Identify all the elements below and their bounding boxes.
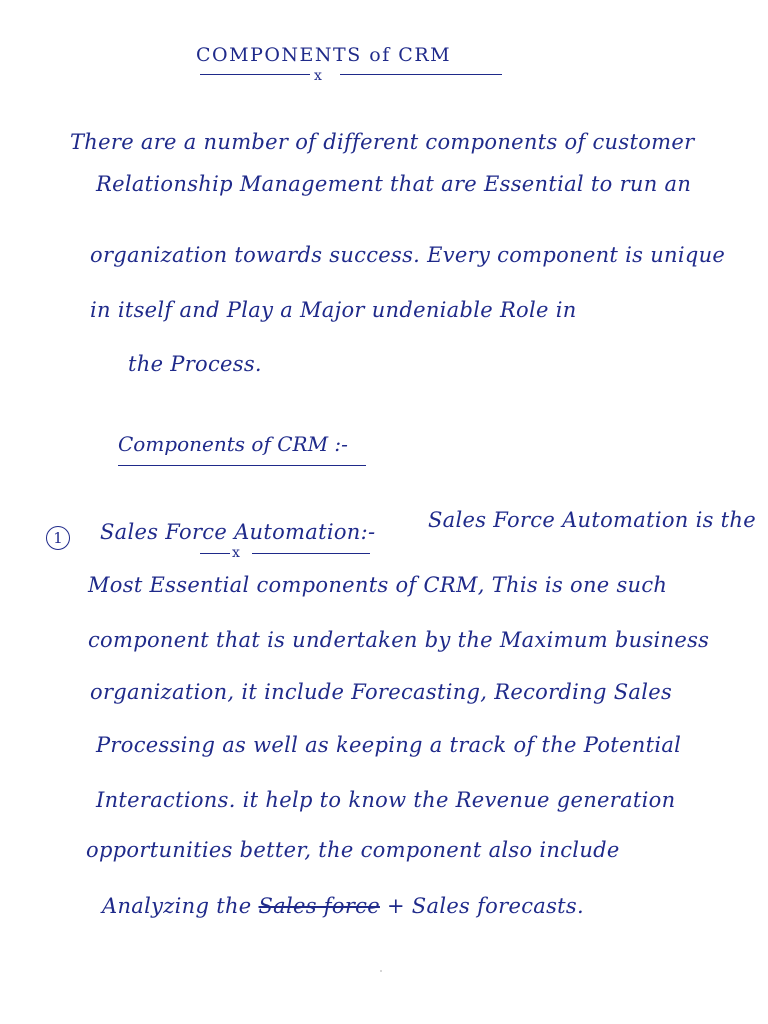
last-line-end: + Sales forecasts.: [386, 894, 584, 918]
item-line-6: Interactions. it help to know the Revenue generation: [96, 788, 676, 812]
item-underline-cross-mark: x: [232, 545, 240, 561]
intro-line-5: the Process.: [128, 352, 262, 376]
intro-line-3: organization towards success. Every component is unique: [90, 243, 726, 267]
intro-line-2: Relationship Management that are Essential to run an: [96, 172, 692, 196]
item-line-2: Most Essential components of CRM, This is one such: [88, 573, 668, 597]
item-line-first: Sales Force Automation is the: [428, 508, 756, 532]
page-title: COMPONENTS of CRM: [196, 44, 452, 66]
item-line-7: opportunities better, the component also include: [86, 838, 620, 862]
item-title: Sales Force Automation:-: [100, 520, 376, 544]
intro-line-1: There are a number of different components of customer: [70, 130, 695, 154]
item-line-5: Processing as well as keeping a track of the Potential: [96, 733, 682, 757]
item-number-circle: 1: [46, 526, 70, 550]
item-line-3: component that is undertaken by the Maximum business: [88, 628, 710, 652]
item-title-underline-right: [252, 553, 370, 554]
section-heading: Components of CRM :-: [118, 432, 348, 456]
item-line-4: organization, it include Forecasting, Recording Sales: [90, 680, 673, 704]
paper-speck: [380, 970, 382, 972]
intro-line-4: in itself and Play a Major undeniable Role in: [90, 298, 577, 322]
last-line-start: Analyzing the: [102, 894, 252, 918]
title-underline-left: [200, 74, 310, 75]
underline-cross-mark: x: [314, 68, 322, 84]
section-heading-underline: [118, 465, 366, 466]
item-title-underline-left: [200, 553, 230, 554]
struck-out-text: Sales force: [258, 894, 380, 918]
item-line-last: [102, 894, 584, 918]
title-underline-right: [340, 74, 502, 75]
